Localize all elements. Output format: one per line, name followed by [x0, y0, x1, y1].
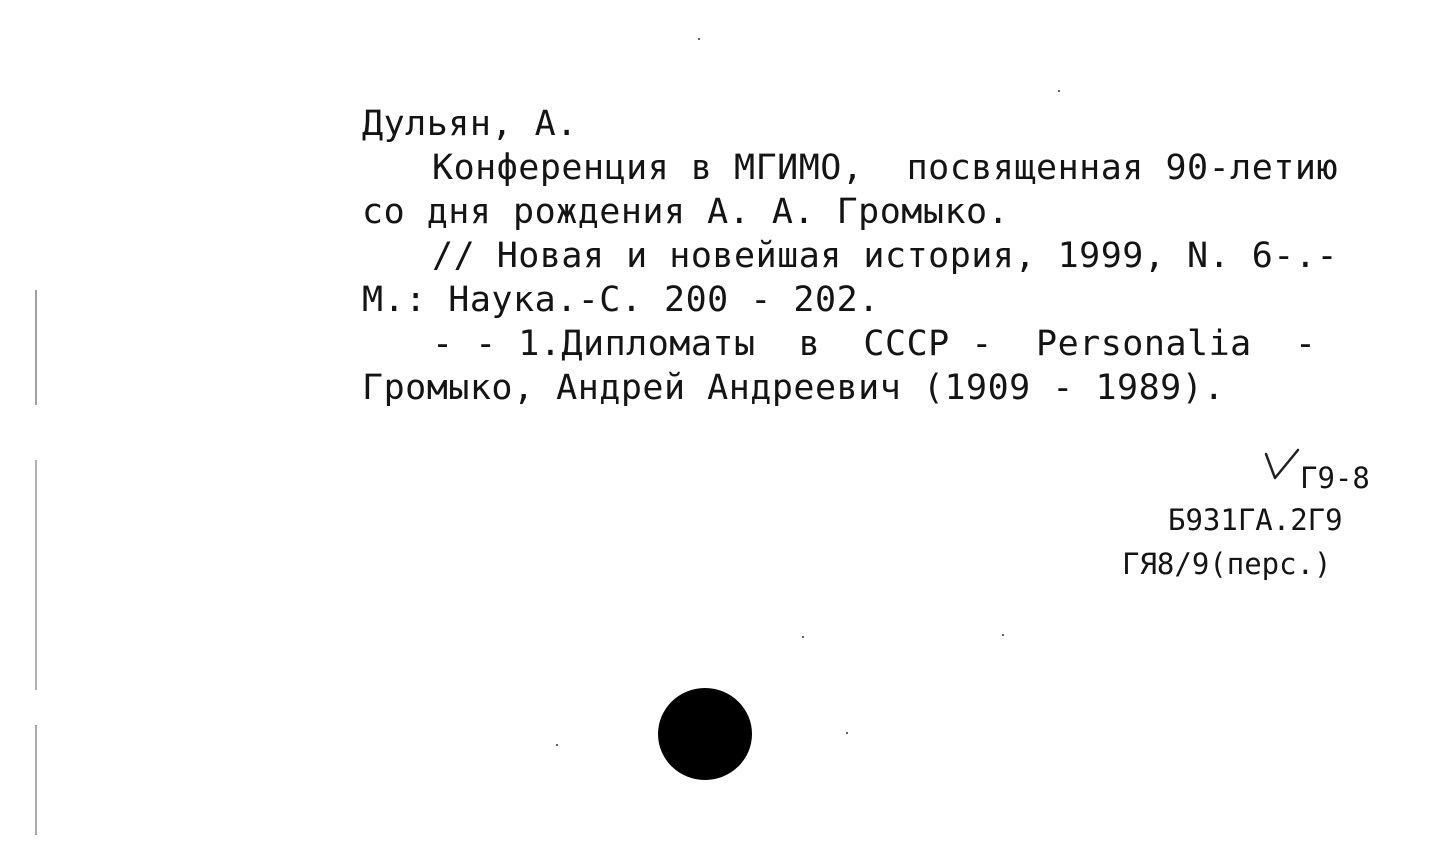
speck: [556, 744, 558, 746]
speck: [846, 732, 848, 734]
title-line-2: со дня рождения А. А. Громыко.: [362, 192, 1010, 232]
margin-tick: [35, 460, 37, 690]
author-heading: Дульян, А.: [362, 104, 578, 144]
speck: [802, 636, 804, 638]
margin-tick: [35, 725, 37, 835]
subject-line-2: Громыко, Андрей Андреевич (1909 - 1989).: [362, 368, 1225, 408]
shelf-mark-2: Б931ГА.2Г9: [1168, 503, 1343, 537]
speck: [698, 38, 700, 40]
title-line-1: Конференция в МГИМО, посвященная 90-летию: [432, 148, 1339, 188]
speck: [1002, 634, 1004, 636]
subject-line-1: - - 1.Дипломаты в СССР - Personalia -: [432, 324, 1317, 364]
speck: [1058, 90, 1060, 92]
punch-hole: [658, 688, 752, 780]
source-line-1: // Новая и новейшая история, 1999, N. 6-.-: [432, 236, 1339, 276]
handwritten-check-icon: [1262, 448, 1302, 484]
source-line-2: М.: Наука.-С. 200 - 202.: [362, 280, 880, 320]
shelf-mark-1: Г9-8: [1300, 461, 1370, 495]
shelf-mark-3: ГЯ8/9(перс.): [1122, 547, 1332, 581]
margin-tick: [35, 290, 37, 405]
